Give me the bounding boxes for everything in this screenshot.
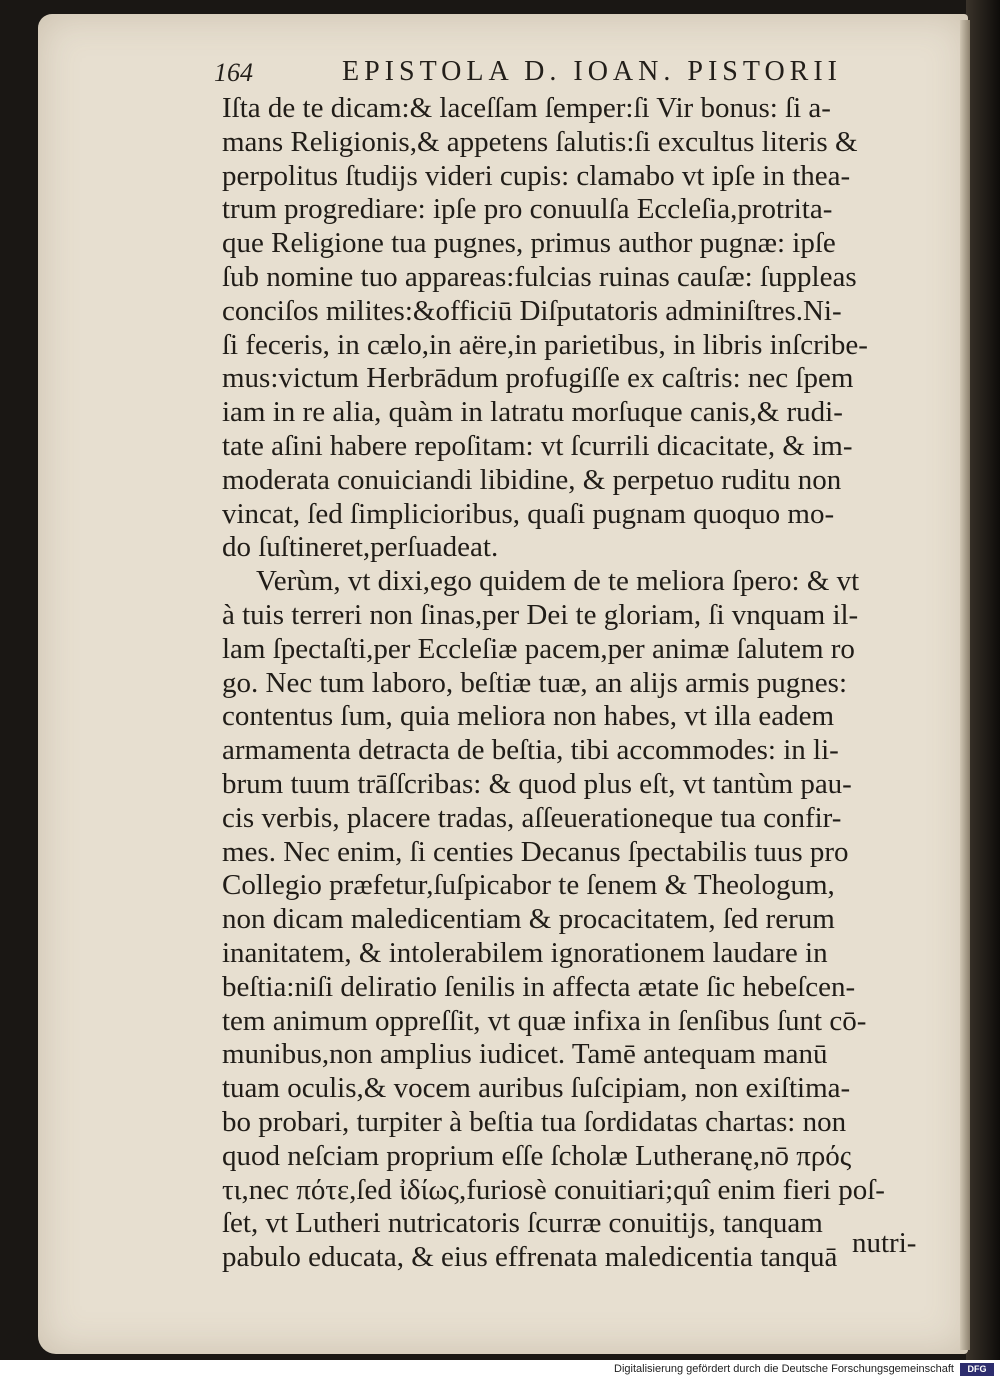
text-line: go. Nec tum laboro, beſtiæ tuæ, an alijs armis pugnes: [222,666,848,699]
binding-shadow [966,0,1000,1360]
text-line: mans Religionis,& appetens ſalutis:ſi excultus literis & [222,125,858,158]
text-line: armamenta detracta de beſtia, tibi accommodes: in li- [222,734,839,767]
body-text [222,92,942,1275]
text-line: à tuis terreri non ſinas,per Dei te gloriam, ſi vnquam il- [222,598,859,631]
text-line: τι,nec πότε,ſed ἰδίως,furiosè conuitiari;quî enim fieri poſ- [222,1173,885,1206]
running-head [214,56,854,96]
text-line: inanitatem, & intolerabilem ignorationem laudare in [222,936,828,969]
text-line: ſi feceris, in cælo,in aëre,in parietibus, in libris inſcribe- [222,328,868,361]
text-line: beſtia:niſi deliratio ſenilis in affecta ætate ſic hebeſcen- [222,970,856,1003]
text-line: tem animum oppreſſit, vt quæ infixa in ſenſibus ſunt cō- [222,1004,867,1037]
text-line: que Religione tua pugnes, primus author pugnæ: ipſe [222,227,836,260]
text-line: iam in re alia, quàm in latratu morſuque canis,& rudi- [222,396,843,429]
text-line: brum tuum trāſſcribas: & quod plus eſt, vt tantùm pau- [222,767,852,800]
text-line: pabulo educata, & eius effrenata maledicentia tanquā [222,1241,838,1274]
catchword: nutri- [852,1227,917,1259]
funding-credit: Digitalisierung gefördert durch die Deutsche Forschungsgemeinschaft [614,1363,954,1375]
text-line: lam ſpectaſti,per Eccleſiæ pacem,per animæ ſalutem ro [222,632,855,665]
text-line: Collegio præfetur,ſuſpicabor te ſenem & Theologum, [222,869,835,902]
page-number: 164 [214,58,253,87]
page-edge [960,20,970,1350]
text-line: contentus ſum, quia meliora non habes, vt illa eadem [222,700,835,733]
text-line: mes. Nec enim, ſi centies Decanus ſpectabilis tuus pro [222,835,849,868]
text-line: munibus,non amplius iudicet. Tamē antequam manū [222,1038,828,1071]
text-line: trum progrediare: ipſe pro conuulſa Eccleſia,protrita- [222,193,833,226]
text-line: vincat, ſed ſimplicioribus, quaſi pugnam quoquo mo- [222,497,835,530]
text-line: mus:victum Herbrādum profugiſſe ex caſtris: nec ſpem [222,362,854,395]
text-line: perpolitus ſtudijs videri cupis: clamabo vt ipſe in thea- [222,159,851,192]
text-line: ſub nomine tuo appareas:fulcias ruinas cauſæ: ſuppleas [222,260,857,293]
text-line: tate aſini habere repoſitam: vt ſcurrili dicacitate, & im- [222,429,853,462]
text-line: moderata conuiciandi libidine, & perpetuo ruditu non [222,463,842,496]
text-line: non dicam maledicentiam & procacitatem, ſed rerum [222,903,835,936]
digitization-footer [0,1360,1000,1380]
text-line: tuam oculis,& vocem auribus ſuſcipiam, non exiſtima- [222,1072,851,1105]
text-line: do ſuſtineret,perſuadeat. [222,531,499,564]
text-line: quod neſciam proprium eſſe ſcholæ Lutheranę,nō πρός [222,1139,852,1172]
text-line: Iſta de te dicam:& laceſſam ſemper:ſi Vir bonus: ſi a- [222,92,831,124]
running-title: EPISTOLA D. IOAN. PISTORII [342,56,842,87]
text-line: Verùm, vt dixi,ego quidem de te meliora ſpero: & vt [256,565,860,598]
text-line: bo probari, turpiter à beſtia tua ſordidatas chartas: non [222,1105,847,1138]
text-line: conciſos milites:&officiū Diſputatoris adminiſtres.Ni- [222,294,842,327]
text-line: ſet, vt Lutheri nutricatoris ſcurræ conuitijs, tanquam [222,1207,823,1240]
text-line: cis verbis, placere tradas, aſſeuerationeque tua confir- [222,801,842,834]
dfg-logo: DFG [960,1363,994,1376]
